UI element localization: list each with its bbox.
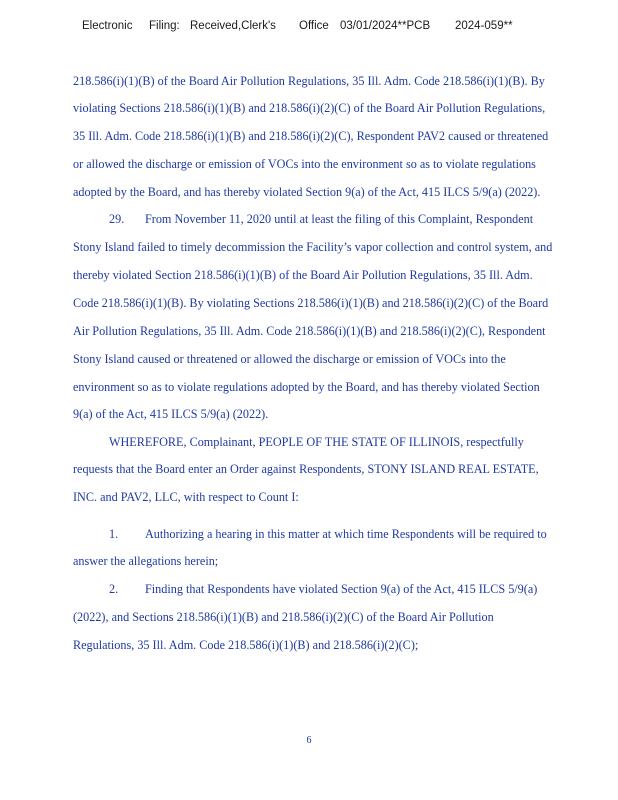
prayer-item-number: 1. bbox=[109, 527, 119, 541]
header-date: 03/01/2024**PCB bbox=[340, 20, 431, 32]
text-line: thereby violated Section 218.586(i)(1)(B) of the Board Air Pollution Regulations, 35 Ill. Adm. bbox=[73, 268, 533, 282]
page-number: 6 bbox=[306, 735, 312, 746]
prayer-item-text: Authorizing a hearing in this matter at which time Respondents will be required to bbox=[145, 527, 547, 541]
text-line: answer the allegations herein; bbox=[73, 554, 219, 568]
text-line: INC. and PAV2, LLC, with respect to Count I: bbox=[73, 490, 299, 504]
header-electronic: Electronic bbox=[82, 20, 133, 32]
text-line: 9(a) of the Act, 415 ILCS 5/9(a) (2022). bbox=[73, 407, 269, 421]
text-line: Air Pollution Regulations, 35 Ill. Adm. Code 218.586(i)(1)(B) and 218.586(i)(2)(C), Respondent bbox=[73, 324, 546, 338]
prayer-item-number: 2. bbox=[109, 582, 119, 596]
header-filing: Filing: bbox=[149, 20, 180, 32]
text-line: 35 Ill. Adm. Code 218.586(i)(1)(B) and 218.586(i)(2)(C), Respondent PAV2 caused or threatened bbox=[73, 129, 549, 143]
prayer-item-text: Finding that Respondents have violated Section 9(a) of the Act, 415 ILCS 5/9(a) bbox=[145, 582, 538, 596]
text-line: environment so as to violate regulations adopted by the Board, and has thereby violated Section bbox=[73, 380, 540, 394]
text-line: or allowed the discharge or emission of VOCs into the environment so as to violate regulations bbox=[73, 157, 536, 171]
wherefore-clause: WHEREFORE, Complainant, PEOPLE OF THE STATE OF ILLINOIS, respectfully bbox=[109, 435, 524, 449]
header-received: Received,Clerk's bbox=[190, 20, 276, 32]
header-docket: 2024-059** bbox=[455, 20, 513, 32]
paragraph-number: 29. bbox=[109, 212, 125, 226]
text-line: Regulations, 35 Ill. Adm. Code 218.586(i)(1)(B) and 218.586(i)(2)(C); bbox=[73, 638, 419, 652]
text-line: violating Sections 218.586(i)(1)(B) and 218.586(i)(2)(C) of the Board Air Pollution Regulations, bbox=[73, 101, 546, 115]
text-line: Stony Island failed to timely decommission the Facility’s vapor collection and control system, and bbox=[73, 240, 553, 254]
text-line: 218.586(i)(1)(B) of the Board Air Pollution Regulations, 35 Ill. Adm. Code 218.586(i)(1)(B). By bbox=[73, 74, 545, 88]
paragraph-text: From November 11, 2020 until at least the filing of this Complaint, Respondent bbox=[145, 212, 534, 226]
filing-header bbox=[0, 20, 618, 36]
text-line: adopted by the Board, and has thereby violated Section 9(a) of the Act, 415 ILCS 5/9(a) (2022). bbox=[73, 185, 541, 199]
text-line: Code 218.586(i)(1)(B). By violating Sections 218.586(i)(1)(B) and 218.586(i)(2)(C) of the Board bbox=[73, 296, 549, 310]
text-line: Stony Island caused or threatened or allowed the discharge or emission of VOCs into the bbox=[73, 352, 506, 366]
text-line: requests that the Board enter an Order against Respondents, STONY ISLAND REAL ESTATE, bbox=[73, 462, 539, 476]
header-office: Office bbox=[299, 20, 329, 32]
text-line: (2022), and Sections 218.586(i)(1)(B) and 218.586(i)(2)(C) of the Board Air Pollution bbox=[73, 610, 494, 624]
